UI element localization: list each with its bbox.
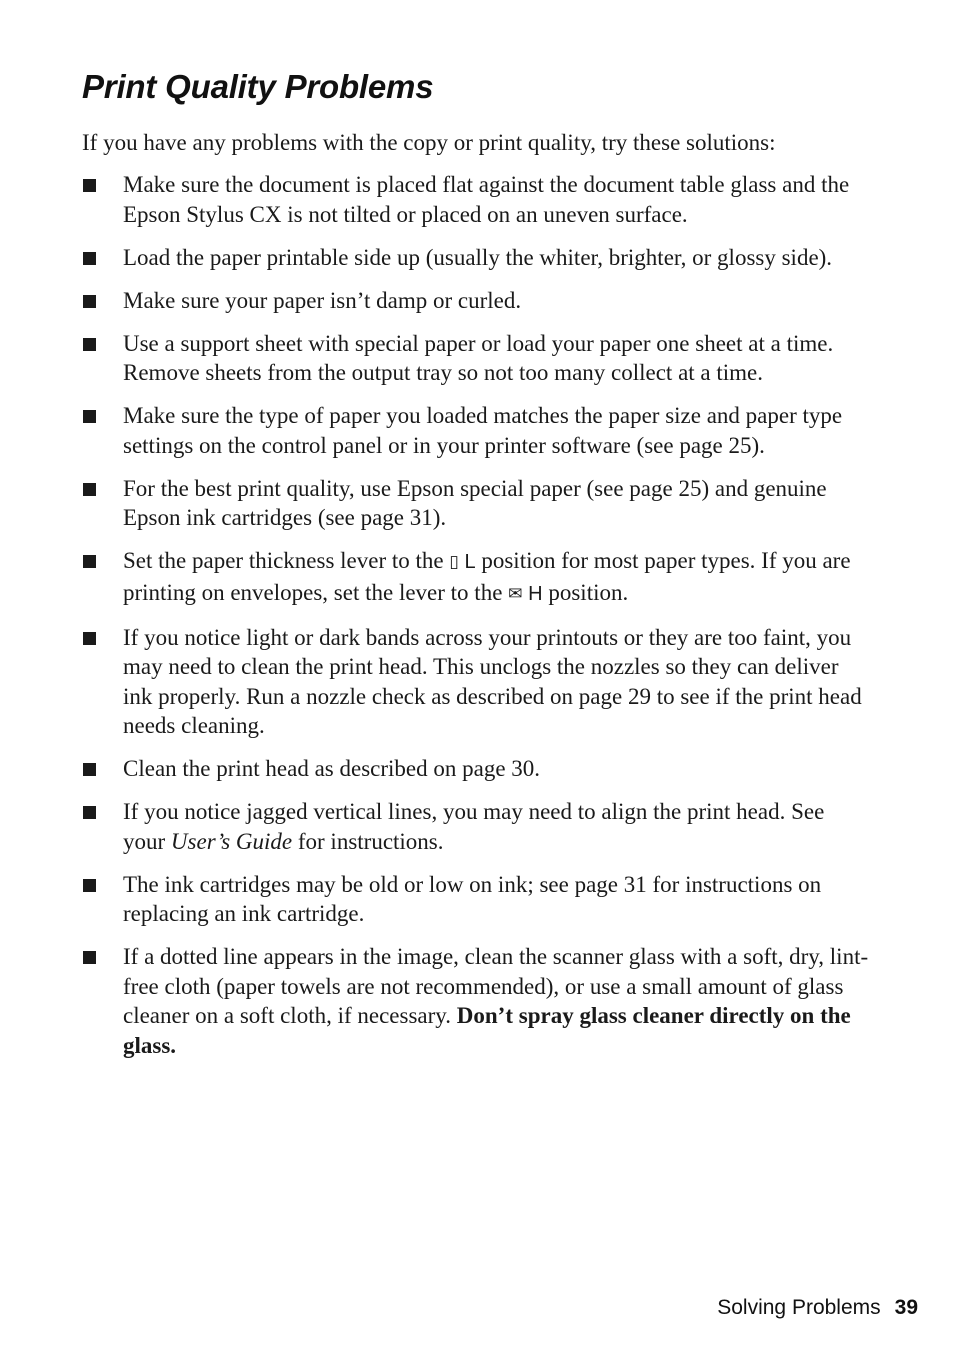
- tip-text: Set the paper thickness lever to the: [123, 548, 444, 573]
- bullet-square-icon: [83, 338, 96, 351]
- bullet-square-icon: [83, 483, 96, 496]
- tip-text: for instructions.: [297, 828, 444, 854]
- lever-position-h: H: [528, 582, 543, 605]
- bullet-square-icon: [83, 951, 96, 964]
- bullet-square-icon: [83, 555, 96, 568]
- tip-text: Make sure the type of paper you loaded matches the paper size and paper type settings on the control panel or in your printer software (see page 25).: [123, 403, 843, 458]
- bullet-square-icon: [83, 295, 96, 308]
- list-item: [82, 401, 872, 460]
- page-footer: [717, 1296, 918, 1320]
- warning-text: Don’t spray glass cleaner directly on the glass.: [123, 1003, 851, 1058]
- tip-text: Use a support sheet with special paper or load your paper one sheet at a time. Remove sheets from the output tray so not too many collect at a time.: [123, 330, 834, 385]
- list-item: [82, 623, 872, 741]
- bullet-square-icon: [83, 879, 96, 892]
- bullet-square-icon: [83, 632, 96, 645]
- bullet-square-icon: [83, 252, 96, 265]
- tips-list: [82, 170, 872, 1074]
- bullet-square-icon: [83, 179, 96, 192]
- tip-text: Make sure your paper isn’t damp or curled.: [123, 287, 522, 313]
- intro-text: If you have any problems with the copy or print quality, try these solutions:: [82, 130, 776, 155]
- tip-text: position for most paper types. If you are printing on envelopes, set the lever to the: [123, 548, 851, 605]
- list-item: [82, 797, 872, 856]
- tip-text: If you notice light or dark bands across your printouts or they are too faint, you may need to clean the print head. This unclogs the nozzles so they can deliver ink properly. Run a nozzle check as described on page 29 to see if the print head needs cleaning.: [123, 624, 862, 738]
- tip-text: Load the paper printable side up (usually the whiter, brighter, or glossy side).: [123, 244, 833, 270]
- tip-text: For the best print quality, use Epson special paper (see page 25) and genuine Epson ink cartridges (see page 31).: [123, 475, 827, 530]
- envelope-icon: ✉: [508, 583, 523, 604]
- list-item: [82, 243, 872, 273]
- users-guide-title: User’s Guide: [170, 828, 293, 854]
- bullet-square-icon: [83, 806, 96, 819]
- tip-text: If a dotted line appears in the image, clean the scanner glass with a soft, dry, lint-free cloth (paper towels are not recommended), or use a small amount of glass cleaner on a soft cloth, if necessary.: [123, 944, 869, 1028]
- list-item: [82, 546, 872, 609]
- list-item: [82, 170, 872, 229]
- list-item: [82, 329, 872, 388]
- lever-position-l: L: [464, 551, 476, 573]
- tip-text: If you notice jagged vertical lines, you may need to align the print head. See your: [123, 799, 825, 854]
- list-item: [82, 754, 872, 784]
- paper-icon: ▯: [449, 552, 459, 572]
- page-number: 39: [894, 1296, 918, 1319]
- page-title: Print Quality Problems: [82, 68, 434, 105]
- list-item: [82, 870, 872, 929]
- bullet-square-icon: [83, 410, 96, 423]
- tip-text: Clean the print head as described on page 30.: [123, 756, 541, 781]
- bullet-square-icon: [83, 763, 96, 776]
- tip-text: position.: [548, 579, 629, 605]
- list-item: [82, 286, 872, 316]
- list-item: [82, 942, 872, 1060]
- tip-text: Make sure the document is placed flat against the document table glass and the Epson Stylus CX is not tilted or placed on an uneven surface.: [123, 172, 850, 227]
- footer-section: Solving Problems: [717, 1296, 881, 1319]
- tip-text: The ink cartridges may be old or low on ink; see page 31 for instructions on replacing an ink cartridge.: [123, 871, 822, 926]
- list-item: [82, 474, 872, 533]
